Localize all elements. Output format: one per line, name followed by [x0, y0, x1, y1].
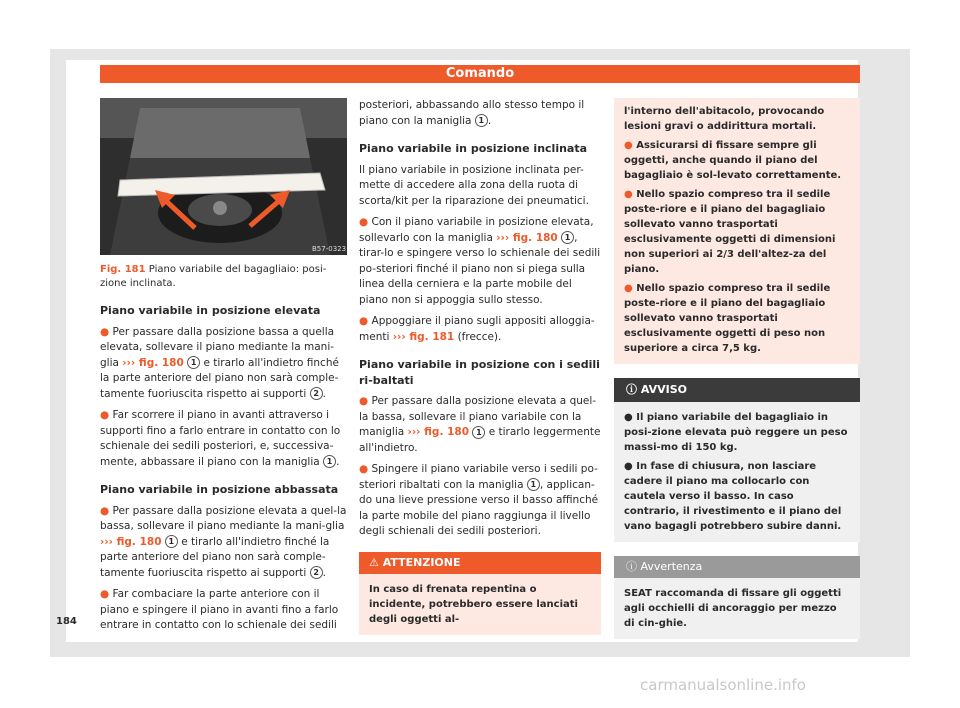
paragraph: posteriori, abbassando allo stesso tempo il piano con la maniglia 1 .: [359, 99, 585, 127]
bullet-icon: ●: [100, 504, 110, 517]
paragraph: [359, 394, 601, 456]
marker-2-icon: 2: [310, 566, 323, 579]
attenzione-box-continued: [614, 98, 860, 364]
bullet-icon: ●: [624, 283, 633, 294]
marker-1-icon: 1: [323, 455, 336, 468]
avviso-body: [614, 402, 860, 542]
attenzione-continued-text: l'interno dell'abitacolo, provocando lesioni gravi o addirittura mortali.: [624, 106, 825, 132]
figure-image: [100, 98, 347, 255]
marker-2-icon: 2: [310, 387, 323, 400]
text: Per passare dalla posizione elevata a quel-la bassa, sollevare il piano mediante la mani-glia: [100, 504, 347, 532]
text: posteriori, abbassando allo stesso tempo il piano con la maniglia: [359, 99, 585, 127]
fig-link[interactable]: ››› fig. 180: [496, 231, 558, 244]
paragraph: ● Per passare dalla posizione elevata a quel-la bassa, sollevare il piano mediante la mani-glia ››› fig. 180 1 e tirarlo all'indietro finché la parte anteriore del piano non sarà comple-tamente fuoriuscita rispetto ai supporti 2 .: [100, 504, 347, 579]
paragraph: [359, 314, 601, 345]
text: Nello spazio compreso tra il sedile poste-riore e il piano del bagagliaio sollevato vanno trasportati esclusivamente oggetti di dimensioni non superiori ai 2/3 dell'altez-za del piano.: [624, 189, 836, 275]
attenzione-header: [359, 552, 601, 574]
marker-1-icon: 1: [165, 535, 178, 548]
fig-link[interactable]: ››› fig. 180: [407, 426, 470, 438]
bullet-icon: ●: [100, 325, 110, 338]
bullet-icon: ●: [624, 189, 633, 200]
heading-abbassata: Piano variabile in posizione abbassata: [100, 483, 339, 496]
text: In fase di chiusura, non lasciare cadere il piano ma collocarlo con cautela verso il basso. In caso contrario, il rivestimento e il piano del vano bagagli potrebbero subire danni.: [624, 461, 842, 532]
avvertenza-text: SEAT raccomanda di fissare gli oggetti agli occhielli di ancoraggio per mezzo di cin-ghie.: [614, 578, 860, 639]
paragraph: [624, 459, 850, 534]
heading-elevata: Piano variabile in posizione elevata: [100, 304, 321, 317]
marker-1-icon: 1: [527, 478, 540, 491]
trunk-illustration: [100, 98, 347, 255]
bullet-icon: ●: [100, 588, 110, 600]
bullet-icon: ●: [359, 216, 369, 228]
bullet-icon: ●: [359, 395, 369, 407]
figure-caption: [100, 263, 347, 291]
bullet-icon: ●: [359, 463, 369, 475]
text: Per passare dalla posizione elevata a quel-la bassa, sollevare il piano variabile con la maniglia: [359, 395, 597, 438]
text: e tirarlo all'indietro finché la parte anteriore del piano non sarà comple-tamente fuoriuscita rispetto ai supporti: [100, 535, 330, 579]
paragraph: [359, 462, 601, 540]
column-3: [614, 98, 860, 639]
attenzione-text: In caso di frenata repentina o incidente, potrebbero essere lanciati degli oggetti al-: [369, 583, 578, 625]
text: , tirar-lo e spingere verso lo schienale dei sedili po-steriori finché il piano non si piega sulla linea della cerniera e la parte mobile del piano non si appoggia sullo stesso.: [359, 231, 601, 306]
paragraph: [100, 587, 347, 634]
text: Nello spazio compreso tra il sedile poste-riore e il piano del bagagliaio sollevato vanno trasportati esclusivamente oggetti di peso non superiore a circa 7,5 kg.: [624, 283, 831, 354]
fig-link[interactable]: ››› fig. 181: [392, 330, 455, 343]
figure-ref-code: B57-0323: [312, 245, 347, 253]
text: , applican-do una lieve pressione verso il basso affinché la parte mobile del piano raggiunga il livello degli schienali dei sedili posteriori.: [359, 478, 599, 537]
text: Il piano variabile del bagagliaio in posi-zione elevata può reggere un peso massi-mo di 150 kg.: [624, 412, 848, 453]
paragraph: Il piano variabile in posizione inclinata per-mette di accedere alla zona della ruota di scorta/kit per la riparazione dei pneumatici.: [359, 163, 589, 207]
paragraph: [359, 215, 601, 308]
paragraph: [624, 410, 850, 455]
avviso-title: AVVISO: [640, 383, 688, 396]
page-number: 184: [56, 616, 77, 627]
text: e tirarlo all'indietro finché la parte anteriore del piano non sarà comple-tamente fuoriuscita rispetto ai supporti: [100, 356, 339, 400]
info-square-icon: ⓘ: [626, 560, 637, 573]
figure-caption-text: Piano variabile del bagagliaio: posi-zione inclinata.: [100, 264, 327, 289]
column-1: [100, 98, 347, 640]
paragraph: ● Far scorrere il piano in avanti attraverso i supporti fino a farlo entrare in contatto con lo schienale dei sedili posteriori, e, successiva-mente, abbassare il piano con la maniglia 1 .: [100, 409, 341, 468]
marker-1-icon: 1: [472, 426, 485, 439]
paragraph: ● Per passare dalla posizione bassa a quella elevata, sollevare il piano mediante la mani-glia ››› fig. 180 1 e tirarlo all'indietro finché la parte anteriore del piano non sarà comple-tamente fuoriuscita rispetto ai supporti 2 .: [100, 325, 339, 400]
section-header: Comando: [100, 65, 860, 83]
paragraph: [624, 281, 850, 356]
text: e tirarlo leggermente all'indietro.: [359, 426, 601, 454]
marker-1-icon: 1: [187, 356, 200, 369]
text: Far scorrere il piano in avanti attraverso i supporti fino a farlo entrare in contatto con lo schienale dei sedili posteriori, e, successiva-mente, abbassare il piano con la maniglia: [100, 409, 341, 468]
text: Con il piano variabile in posizione elevata, sollevarlo con la maniglia: [359, 216, 594, 244]
avviso-header: [614, 378, 860, 402]
avviso-box: [614, 378, 860, 542]
paragraph: [624, 138, 850, 183]
marker-1-icon: 1: [561, 231, 574, 244]
bullet-icon: ●: [359, 315, 369, 327]
watermark: carmanualsonline.info: [640, 676, 806, 694]
heading-ribaltati: Piano variabile in posizione con i sedili ri-baltati: [359, 358, 600, 387]
avvertenza-box: [614, 556, 860, 639]
warning-triangle-icon: ⚠: [369, 555, 379, 569]
info-circle-icon: ⓘ: [626, 383, 637, 396]
text: (frecce).: [457, 330, 502, 343]
bullet-icon: ●: [624, 461, 633, 472]
bullet-icon: ●: [624, 140, 633, 151]
avvertenza-title: Avvertenza: [640, 560, 703, 573]
paragraph: [624, 187, 850, 277]
avvertenza-header: [614, 556, 860, 578]
text: Appoggiare il piano sugli appositi alloggia-menti: [359, 315, 595, 343]
figure-label: Fig. 181: [100, 264, 146, 275]
column-2: [359, 98, 601, 635]
bullet-icon: ●: [100, 409, 110, 421]
text: Assicurarsi di fissare sempre gli oggetti, anche quando il piano del bagagliaio è sol-levato correttamente.: [624, 140, 842, 181]
attenzione-title: ATTENZIONE: [382, 555, 461, 569]
heading-inclinata: Piano variabile in posizione inclinata: [359, 142, 588, 155]
marker-1-icon: 1: [475, 114, 488, 127]
bullet-icon: ●: [624, 412, 633, 423]
text: Spingere il piano variabile verso i sedili po-steriori ribaltati con la maniglia: [359, 463, 598, 491]
text: Far combaciare la parte anteriore con il piano e spingere il piano in avanti fino a farlo entrare in contatto con lo schienale dei sedili: [100, 588, 339, 631]
fig-link[interactable]: ››› fig. 180: [122, 356, 184, 369]
attenzione-box: [359, 552, 601, 635]
fig-link[interactable]: ››› fig. 180: [100, 535, 162, 548]
text: Per passare dalla posizione bassa a quella elevata, sollevare il piano mediante la mani-glia: [100, 325, 335, 369]
